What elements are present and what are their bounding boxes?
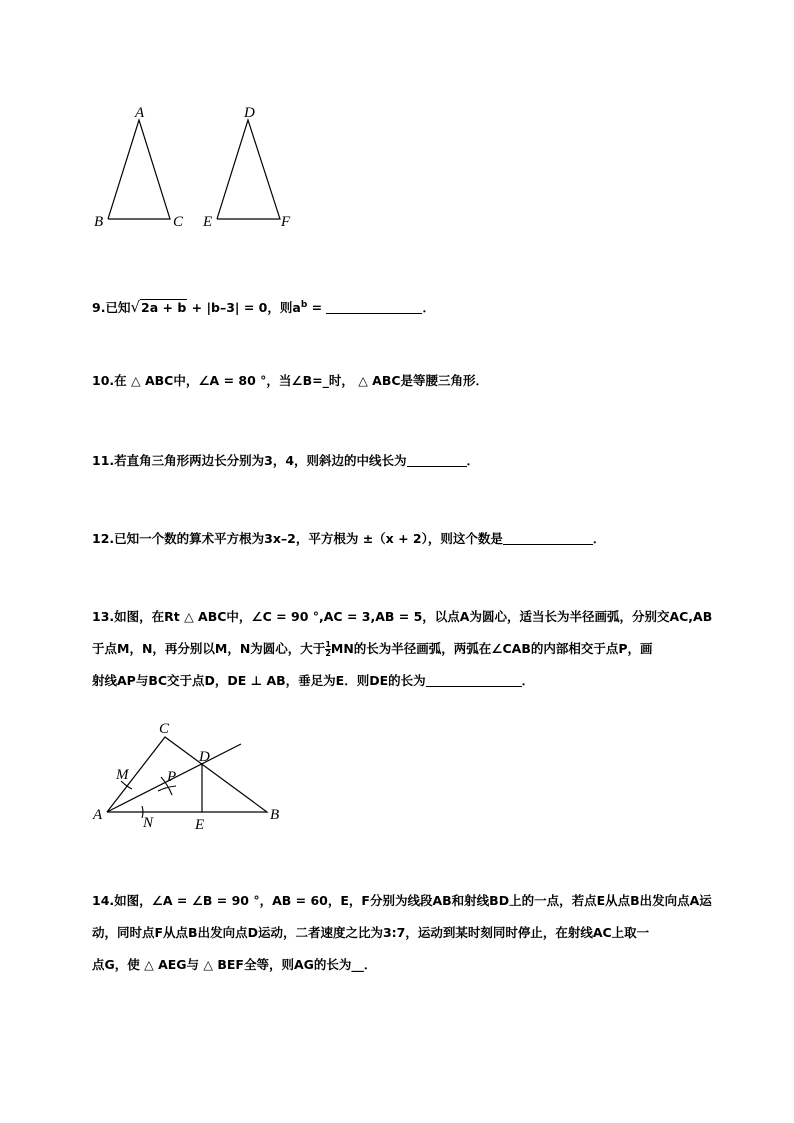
square-root: √2a + b xyxy=(130,298,187,317)
q9-end: ． xyxy=(422,300,435,316)
triangle-figure xyxy=(85,100,305,235)
question-10 xyxy=(92,365,488,397)
label-d: D xyxy=(199,749,210,765)
q11-end: ． xyxy=(466,453,480,468)
q13-line-3 xyxy=(92,665,712,697)
label-e: E xyxy=(195,817,205,833)
q12-end: ． xyxy=(592,531,606,546)
q10-text: 10.在 △ ABC中，∠A = 80 °，当∠B=_时， △ ABC是等腰三角形． xyxy=(92,373,489,388)
label-c: C xyxy=(159,721,170,737)
triangle-abc-right xyxy=(107,737,267,812)
q13-line-3-end: ． xyxy=(521,673,535,688)
q9-base: a xyxy=(292,300,301,316)
fraction-numerator: 1 xyxy=(325,640,331,649)
answer-blank-9[interactable] xyxy=(326,299,422,314)
construction-figure xyxy=(88,715,298,835)
label-e: E xyxy=(203,214,213,230)
label-c: C xyxy=(173,214,184,230)
q12-prefix: 12.已知一个数的算术平方根为3x–2，平方根为 ±（x + 2），则这个数是 xyxy=(92,531,503,546)
label-a: A xyxy=(93,807,103,823)
question-12 xyxy=(92,523,605,555)
q14-line-3: 点G，使 △ AEG与 △ BEF全等，则AG的长为__． xyxy=(92,957,377,972)
fraction-denominator: 2 xyxy=(325,649,331,658)
question-9 xyxy=(92,289,435,324)
q13-line-2-post: MN的长为半径画弧，两弧在∠CAB的内部相交于点P，画 xyxy=(330,641,653,656)
answer-blank-12[interactable] xyxy=(503,530,593,545)
q14-line-2: 动，同时点F从点B出发向点D运动，二者速度之比为3:7，运动到某时刻同时停止，在射线AC上取一 xyxy=(92,925,650,940)
q13-line-3-pre: 射线AP与BC交于点D，DE ⊥ AB，垂足为E．则DE的长为 xyxy=(92,673,426,688)
label-n: N xyxy=(143,815,154,831)
label-m: M xyxy=(116,767,129,783)
question-14 xyxy=(92,885,712,981)
label-a: A xyxy=(135,105,145,121)
label-p: P xyxy=(167,769,177,785)
q13-line-2 xyxy=(92,633,712,665)
triangle-def xyxy=(217,120,280,219)
triangle-abc xyxy=(108,120,170,219)
label-d: D xyxy=(244,105,255,121)
q14-line-1: 14.如图，∠A = ∠B = 90 °，AB = 60，E，F分别为线段AB和射线BD上的一点，若点E从点B出发向点A运 xyxy=(92,893,712,908)
arc-p-2 xyxy=(158,786,176,791)
answer-blank-13[interactable] xyxy=(426,672,522,687)
question-13 xyxy=(92,601,712,697)
answer-blank-11[interactable] xyxy=(407,452,467,467)
q13-line-2-pre: 于点M，N，再分别以M，N为圆心，大于 xyxy=(92,641,326,656)
q11-prefix: 11.若直角三角形两边长分别为3，4，则斜边的中线长为 xyxy=(92,453,407,468)
question-11 xyxy=(92,445,479,477)
label-b: B xyxy=(270,807,280,823)
label-b: B xyxy=(94,214,104,230)
q9-radicand: 2a + b xyxy=(141,300,187,316)
q13-line-1: 13.如图，在Rt △ ABC中，∠C = 90 °,AC = 3,AB = 5，以点A为圆心，适当长为半径画弧，分别交AC,AB xyxy=(92,609,713,624)
q9-equals: = xyxy=(307,300,327,316)
q9-prefix: 9.已知 xyxy=(92,300,131,316)
q9-middle: + |b–3| = 0，则 xyxy=(187,300,293,316)
label-f: F xyxy=(281,214,291,230)
q9-exponent: b xyxy=(300,300,308,310)
